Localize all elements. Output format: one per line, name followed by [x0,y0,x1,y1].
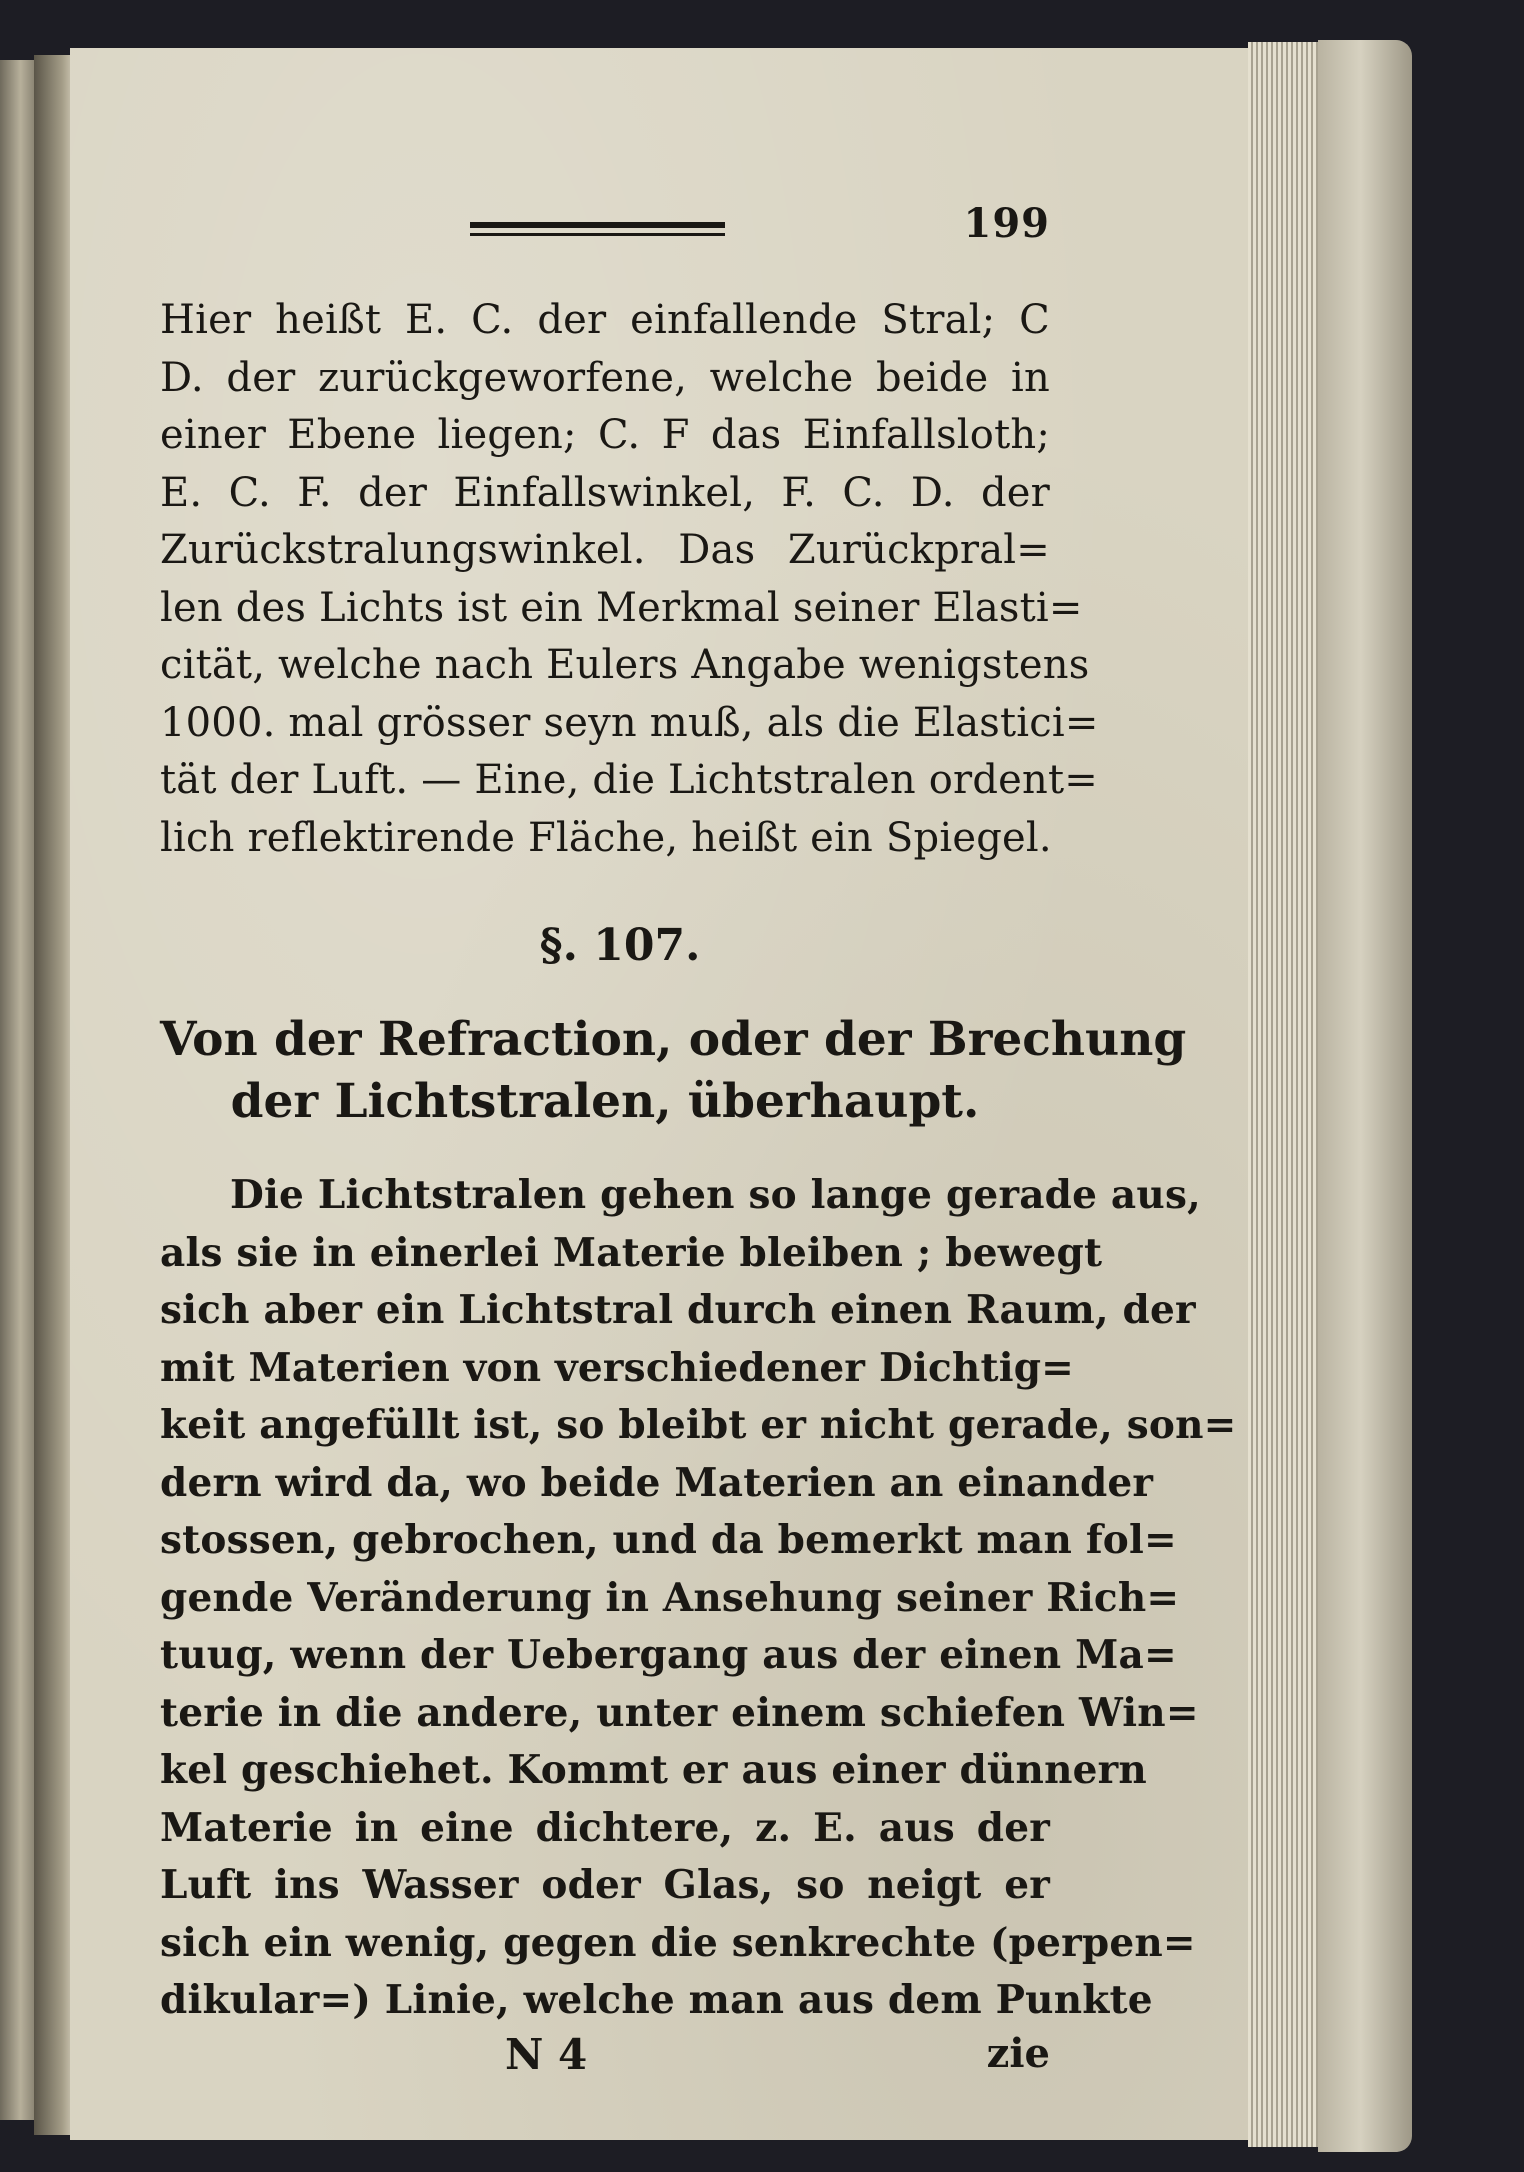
book-gutter [34,55,74,2135]
text-line: tät der Luft. — Eine, die Lichtstralen ordent= [160,757,1098,803]
text-line: Die Lichtstralen gehen so lange gerade aus, [230,1172,1201,1218]
text-line: Hier heißt E. C. der einfallende Stral; C [160,297,1050,343]
text-line: tuug, wenn der Uebergang aus der einen Ma= [160,1632,1177,1678]
paragraph-2 [160,1167,1237,2030]
catchword: zie [986,2029,1050,2077]
text-line: sich aber ein Lichtstral durch einen Raum, der [160,1287,1196,1333]
page-edges [1248,42,1318,2147]
text-line: dikular=) Linie, welche man aus dem Punkte [160,1977,1153,2023]
text-line: mit Materien von verschiedener Dichtig= [160,1344,1075,1391]
text-line: gende Veränderung in Ansehung seiner Rich= [160,1574,1180,1621]
heading-line: Von der Refraction, oder der Brechung [160,1012,1187,1067]
text-line: D. der zurückgeworfene, welche beide in [160,354,1050,401]
text-line: einer Ebene liegen; C. F das Einfallsloth; [160,412,1050,458]
text-line: Luft ins Wasser oder Glas, so neigt er [160,1862,1050,1908]
text-line: dern wird da, wo beide Materien an einander [160,1459,1154,1506]
facing-page-edge [0,60,34,2120]
text-line: kel geschiehet. Kommt er aus einer dünnern [160,1747,1147,1793]
text-line: Materie in eine dichtere, z. E. aus der [160,1804,1050,1851]
section-heading [160,1009,1187,1133]
book-cover-edge [1318,40,1412,2152]
page-footer [160,2030,1050,2090]
text-line: stossen, gebrochen, und da bemerkt man fol= [160,1517,1177,1563]
heading-line: der Lichtstralen, überhaupt. [230,1074,980,1129]
text-line: Zurückstralungswinkel. Das Zurückpral= [160,527,1050,573]
text-line: lich reflektirende Fläche, heißt ein Spiegel. [160,814,1052,861]
text-line: als sie in einerlei Materie bleiben ; bewegt [160,1229,1103,1276]
text-line: E. C. F. der Einfallswinkel, F. C. D. der [160,469,1050,516]
text-line: cität, welche nach Eulers Angabe wenigstens [160,642,1090,688]
signature-mark: N 4 [505,2029,588,2079]
page-content [160,200,1237,2090]
text-line: sich ein wenig, gegen die senkrechte (perpen= [160,1919,1196,1966]
text-line: 1000. mal grösser seyn muß, als die Elastici= [160,699,1099,746]
running-header [160,200,1050,270]
page-number: 199 [963,200,1050,247]
text-line: terie in die andere, unter einem schiefen Win= [160,1689,1199,1736]
paragraph-1 [160,292,1099,867]
header-rule [470,222,725,236]
section-number: §. 107. [539,920,701,971]
text-line: len des Lichts ist ein Merkmal seiner Elasti= [160,584,1083,631]
text-line: keit angefüllt ist, so bleibt er nicht gerade, son= [160,1402,1237,1448]
